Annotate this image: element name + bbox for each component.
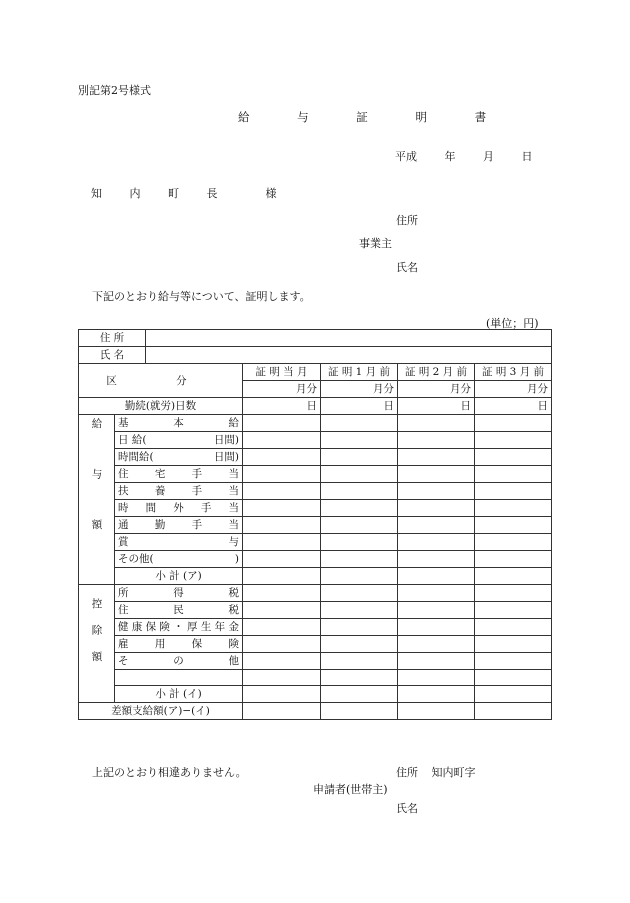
amount-cell[interactable] [321,432,398,449]
days-row [79,398,552,415]
amount-cell[interactable] [321,670,398,686]
month-cell[interactable]: 月分 [398,381,475,398]
amount-cell[interactable] [398,551,475,568]
addressee-name: 知 内 町 長 [91,187,230,200]
salary-item-label: 日 給( 日間) [115,432,243,449]
deduction-group-label [79,585,115,703]
month-cell[interactable]: 月分 [243,381,321,398]
salary-row [79,483,552,500]
confirmation-text: 上記のとおり相違ありません。 [92,766,247,779]
amount-cell[interactable] [243,653,321,670]
amount-cell[interactable] [321,466,398,483]
deduction-item-label: 健康保険・厚生年金 [115,619,243,636]
amount-cell[interactable] [475,415,552,432]
amount-cell[interactable] [398,449,475,466]
amount-cell[interactable] [243,432,321,449]
days-label: 勤続(就労)日数 [79,398,243,415]
amount-cell[interactable] [321,415,398,432]
amount-cell[interactable] [321,551,398,568]
amount-cell[interactable] [321,703,398,720]
issuer-address-label: 住所 [396,214,418,227]
form-number: 別記第2号様式 [78,84,151,97]
deduction-row [79,670,552,686]
amount-cell[interactable] [243,602,321,619]
footer-address [396,764,476,780]
date-day: 日 [521,150,533,163]
salary-item-label: 通 勤 手 当 [115,517,243,534]
amount-cell[interactable] [475,585,552,602]
amount-cell[interactable] [398,686,475,703]
salary-group-label [79,415,115,585]
days-cell[interactable]: 日 [243,398,321,415]
address-row [79,330,552,347]
amount-cell[interactable] [398,670,475,686]
amount-cell[interactable] [243,415,321,432]
amount-cell[interactable] [398,703,475,720]
amount-cell[interactable] [475,466,552,483]
amount-cell[interactable] [475,619,552,636]
amount-cell[interactable] [475,670,552,686]
salary-item-label: その他( ) [115,551,243,568]
amount-cell[interactable] [475,483,552,500]
deduction-row [79,585,552,602]
address-label: 住 所 [79,330,146,347]
amount-cell[interactable] [243,483,321,500]
amount-cell[interactable] [398,517,475,534]
amount-cell[interactable] [243,551,321,568]
amount-cell[interactable] [321,686,398,703]
footer-address-label: 住所 [396,766,418,779]
deduction-item-blank[interactable] [115,670,243,686]
deduction-item-label: そ の 他 [115,653,243,670]
amount-cell[interactable] [321,517,398,534]
honorific: 様 [265,187,277,200]
date-month: 月 [483,150,494,163]
deduction-subtotal-label: 小 計 (イ) [115,686,243,703]
net-pay-row [79,703,552,720]
amount-cell[interactable] [321,500,398,517]
amount-cell[interactable] [321,619,398,636]
amount-cell[interactable] [321,568,398,585]
amount-cell[interactable] [243,636,321,653]
amount-cell[interactable] [398,585,475,602]
amount-cell[interactable] [475,517,552,534]
column-header-row [79,364,552,381]
amount-cell[interactable] [475,432,552,449]
salary-row [79,466,552,483]
date-line [395,148,533,164]
salary-row [79,432,552,449]
salary-subtotal-label: 小 計 (ア) [115,568,243,585]
salary-item-label: 基 本 給 [115,415,243,432]
column-header: 証 明 2 月 前 [398,364,475,381]
name-label: 氏 名 [79,347,146,364]
deduction-row [79,619,552,636]
month-cell[interactable]: 月分 [321,381,398,398]
amount-cell[interactable] [398,466,475,483]
amount-cell[interactable] [321,483,398,500]
issuer-name-label: 氏名 [396,261,418,274]
addressee [91,185,277,201]
salary-subtotal-row [79,568,552,585]
salary-item-label: 賞 与 [115,534,243,551]
amount-cell[interactable] [321,636,398,653]
amount-cell[interactable] [398,483,475,500]
amount-cell[interactable] [243,517,321,534]
amount-cell[interactable] [243,534,321,551]
amount-cell[interactable] [475,500,552,517]
salary-row [79,415,552,432]
amount-cell[interactable] [243,449,321,466]
amount-cell[interactable] [321,653,398,670]
amount-cell[interactable] [475,653,552,670]
salary-certificate-table [78,329,552,720]
document-title: 給 与 証 明 書 [238,110,509,124]
amount-cell[interactable] [243,568,321,585]
column-header: 証 明 当 月 [243,364,321,381]
days-cell[interactable]: 日 [321,398,398,415]
amount-cell[interactable] [398,415,475,432]
amount-cell[interactable] [475,636,552,653]
salary-item-label: 時間給( 日間) [115,449,243,466]
days-cell[interactable]: 日 [398,398,475,415]
salary-row [79,551,552,568]
amount-cell[interactable] [243,686,321,703]
salary-row [79,517,552,534]
amount-cell[interactable] [398,534,475,551]
month-cell[interactable]: 月分 [475,381,552,398]
salary-item-label: 住 宅 手 当 [115,466,243,483]
amount-cell[interactable] [398,619,475,636]
amount-cell[interactable] [475,534,552,551]
column-header: 証 明 3 月 前 [475,364,552,381]
column-header: 証 明 1 月 前 [321,364,398,381]
amount-cell[interactable] [243,670,321,686]
deduction-item-label: 所 得 税 [115,585,243,602]
amount-cell[interactable] [475,568,552,585]
amount-cell[interactable] [398,636,475,653]
footer-name-label: 氏名 [396,802,418,815]
amount-cell[interactable] [321,602,398,619]
deduction-group-text: 控除額 [90,597,103,678]
amount-cell[interactable] [321,534,398,551]
amount-cell[interactable] [398,653,475,670]
salary-row [79,500,552,517]
salary-item-label: 扶 養 手 当 [115,483,243,500]
issuer-business-label: 事業主 [359,237,392,250]
days-cell[interactable]: 日 [475,398,552,415]
amount-cell[interactable] [475,703,552,720]
statement: 下記のとおり給与等について、証明します。 [92,290,311,303]
deduction-row [79,602,552,619]
deduction-row [79,636,552,653]
salary-item-label: 時 間 外 手 当 [115,500,243,517]
amount-cell[interactable] [398,432,475,449]
applicant-label: 申請者(世帯主) [313,783,388,796]
deduction-item-label: 住 民 税 [115,602,243,619]
amount-cell[interactable] [398,602,475,619]
category-header: 区 分 [79,364,243,398]
name-row [79,347,552,364]
deduction-row [79,653,552,670]
name-field[interactable] [146,347,552,364]
amount-cell[interactable] [321,585,398,602]
amount-cell[interactable] [243,500,321,517]
net-pay-label: 差額支給額(ア)−(イ) [79,703,243,720]
deduction-subtotal-row [79,686,552,703]
amount-cell[interactable] [243,585,321,602]
amount-cell[interactable] [243,466,321,483]
amount-cell[interactable] [475,686,552,703]
amount-cell[interactable] [475,449,552,466]
date-era: 平成 [395,150,417,163]
amount-cell[interactable] [243,703,321,720]
amount-cell[interactable] [475,602,552,619]
deduction-item-label: 雇 用 保 険 [115,636,243,653]
address-field[interactable] [146,330,552,347]
salary-row [79,534,552,551]
amount-cell[interactable] [243,619,321,636]
date-year: 年 [444,150,456,163]
salary-group-text: 給与額 [90,417,103,570]
amount-cell[interactable] [398,568,475,585]
amount-cell[interactable] [475,551,552,568]
salary-row [79,449,552,466]
footer-address-value: 知内町字 [431,766,476,779]
amount-cell[interactable] [398,500,475,517]
amount-cell[interactable] [321,449,398,466]
unit-note: (単位；円) [486,317,539,330]
